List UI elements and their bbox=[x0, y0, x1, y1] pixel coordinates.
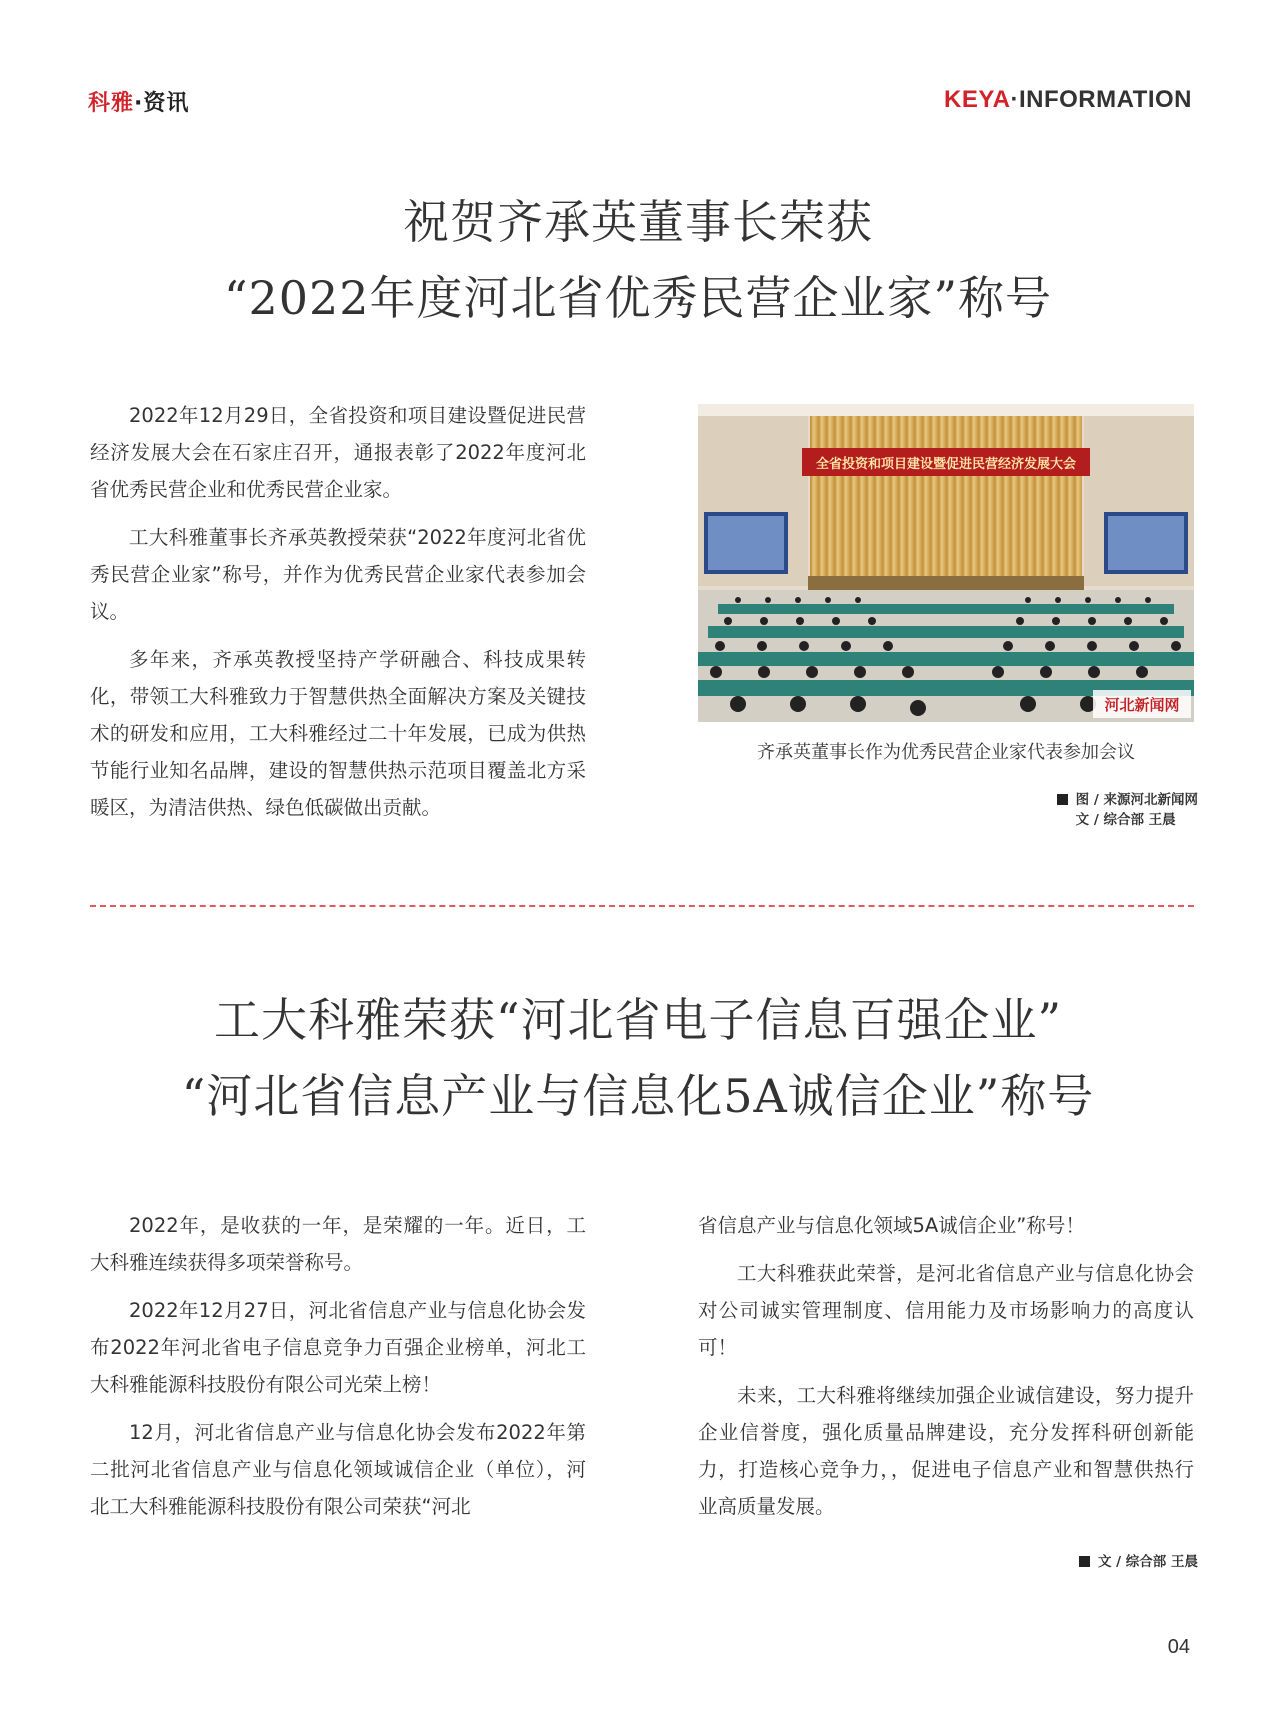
article1-title-line2: “2022年度河北省优秀民营企业家”称号 bbox=[223, 271, 1053, 325]
article2-title bbox=[0, 982, 1276, 1134]
article2-title-line2: “河北省信息产业与信息化5A诚信企业”称号 bbox=[181, 1069, 1095, 1123]
article2-credit bbox=[1079, 1552, 1198, 1572]
article2-paragraph-continuation: 省信息产业与信息化领域5A诚信企业”称号！ bbox=[698, 1214, 1085, 1237]
photo-banner-text: 全省投资和项目建设暨促进民营经济发展大会 bbox=[815, 457, 1077, 472]
page-number: 04 bbox=[1167, 1636, 1190, 1658]
article2-paragraph-1: 2022年，是收获的一年，是荣耀的一年。近日，工大科雅连续获得多项荣誉称号。 bbox=[90, 1214, 586, 1274]
section-divider bbox=[90, 905, 1194, 907]
article1-credit-text: 文 / 综合部 王晨 bbox=[1075, 812, 1176, 828]
header-brand-cn: 科雅 bbox=[88, 91, 135, 116]
article1-paragraph-3: 多年来，齐承英教授坚持产学研融合、科技成果转化，带领工大科雅致力于智慧供热全面解决方案及关键技术的研发和应用，工大科雅经过二十年发展，已成为供热节能行业知名品牌，建设的智慧供热示范项目覆盖北方采暖区，为清洁供热、绿色低碳做出贡献。 bbox=[90, 648, 586, 819]
article1-paragraph-1: 2022年12月29日，全省投资和项目建设暨促进民营经济发展大会在石家庄召开，通报表彰了2022年度河北省优秀民营企业和优秀民营企业家。 bbox=[90, 404, 586, 501]
article2-paragraph-2: 2022年12月27日，河北省信息产业与信息化协会发布2022年河北省电子信息竞争力百强企业榜单，河北工大科雅能源科技股份有限公司光荣上榜！ bbox=[90, 1299, 586, 1396]
article1-title-line1: 祝贺齐承英董事长荣获 bbox=[403, 195, 873, 249]
photo-watermark: 河北新闻网 bbox=[1104, 696, 1180, 714]
article2-body-left bbox=[90, 1207, 586, 1536]
conference-photo bbox=[698, 404, 1194, 722]
article1-title bbox=[0, 184, 1276, 336]
article2-paragraph-4: 工大科雅获此荣誉，是河北省信息产业与信息化协会对公司诚实管理制度、信用能力及市场影响力的高度认可！ bbox=[698, 1262, 1194, 1359]
article2-body-right bbox=[698, 1207, 1194, 1536]
article1-body bbox=[90, 397, 586, 837]
article2-credit-text: 文 / 综合部 王晨 bbox=[1097, 1554, 1198, 1570]
header-section-label-en bbox=[944, 86, 1192, 114]
article2-paragraph-5: 未来，工大科雅将继续加强企业诚信建设，努力提升企业信誉度，强化质量品牌建设，充分发挥科研创新能力，打造核心竞争力，，促进电子信息产业和智慧供热行业高质量发展。 bbox=[698, 1384, 1194, 1518]
header-section-label bbox=[88, 86, 189, 117]
watermark-logo bbox=[1093, 690, 1191, 718]
header-brand-en: KEYA bbox=[943, 86, 1011, 113]
article1-paragraph-2: 工大科雅董事长齐承英教授荣获“2022年度河北省优秀民营企业家”称号，并作为优秀民营企业家代表参加会议。 bbox=[90, 526, 586, 623]
photo-caption: 齐承英董事长作为优秀民营企业家代表参加会议 bbox=[757, 742, 1135, 763]
square-bullet-icon bbox=[1057, 794, 1068, 805]
article1-credit-photo: 图 / 来源河北新闻网 bbox=[1075, 792, 1198, 808]
header-section-en: ·INFORMATION bbox=[1010, 86, 1192, 113]
header-section-cn: ·资讯 bbox=[134, 91, 190, 116]
article2-title-line1: 工大科雅荣获“河北省电子信息百强企业” bbox=[213, 993, 1063, 1047]
square-bullet-icon bbox=[1079, 1556, 1090, 1567]
article2-paragraph-3: 12月，河北省信息产业与信息化协会发布2022年第二批河北省信息产业与信息化领域诚信企业（单位），河北工大科雅能源科技股份有限公司荣获“河北 bbox=[90, 1421, 586, 1518]
article1-credit bbox=[1057, 790, 1198, 830]
